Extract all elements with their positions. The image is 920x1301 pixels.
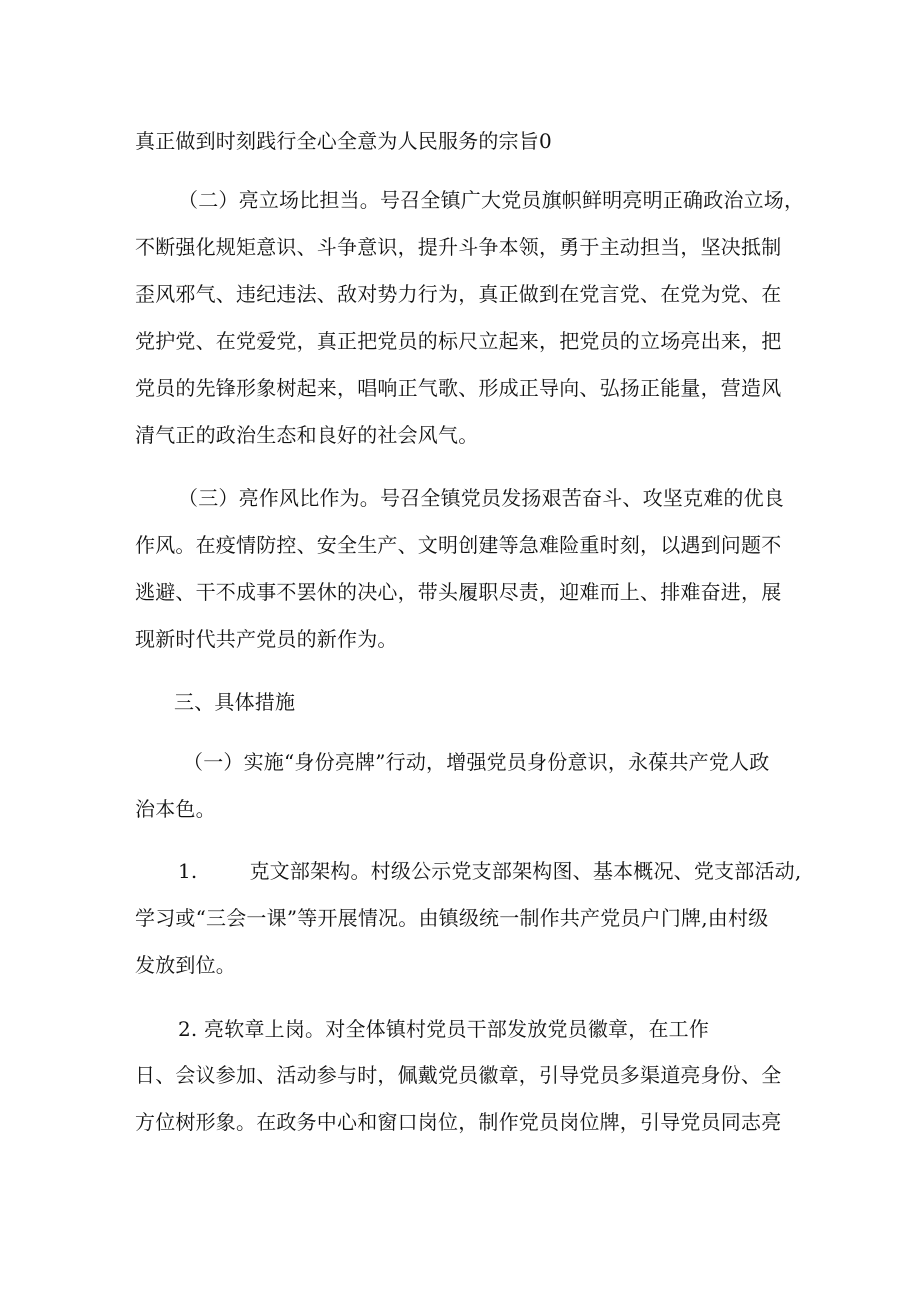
numbered-item-line: 2. 亮软章上岗。对全体镇村党员干部发放党员徽章，在工作 — [178, 1017, 710, 1041]
item-number: 1. — [178, 859, 198, 883]
text-line: 党护党、在党爱党，真正把党员的标尺立起来，把党员的立场亮出来，把 — [135, 329, 782, 353]
text-line: 逃避、干不成事不罢休的决心，带头履职尽责，迎难而上、排难奋进，展 — [135, 580, 782, 604]
text-line: 现新时代共产党员的新作为。 — [135, 627, 398, 651]
section-heading: 三、具体措施 — [174, 690, 296, 714]
numbered-item-line — [178, 858, 920, 884]
text-line: 发放到位。 — [135, 953, 236, 977]
item-text: 克文部架构。村级公示党支部架构图、基本概况、党支部活动, — [249, 859, 802, 883]
paragraph-heading-line: （二）亮立场比担当。号召全镇广大党员旗帜鲜明亮明正确政治立场， — [178, 188, 805, 212]
text-line: 歪风邪气、违纪违法、敌对势力行为，真正做到在党言党、在党为党、在 — [135, 282, 782, 306]
text-line: 作风。在疫情防控、安全生产、文明创建等急难险重时刻，以遇到问题不 — [135, 533, 782, 557]
text-line: 日、会议参加、活动参与时，佩戴党员徽章，引导党员多渠道亮身份、全 — [135, 1063, 782, 1087]
text-line: 真正做到时刻践行全心全意为人民服务的宗旨0 — [135, 129, 552, 153]
paragraph-heading-line: （三）亮作风比作为。号召全镇党员发扬艰苦奋斗、攻坚克难的优良 — [178, 486, 784, 510]
paragraph-heading-line: （一）实施“身份亮牌”行动，增强党员身份意识，永葆共产党人政 — [183, 750, 770, 774]
text-line: 不断强化规矩意识、斗争意识，提升斗争本领，勇于主动担当，坚决抵制 — [135, 235, 782, 259]
text-line: 清气正的政治生态和良好的社会风气。 — [135, 423, 479, 447]
text-line: 党员的先锋形象树起来，唱响正气歌、形成正导向、弘扬正能量，营造风 — [135, 376, 782, 400]
text-line: 学习或“三会一课”等开展情况。由镇级统一制作共产党员户门牌,由村级 — [135, 906, 769, 930]
text-line: 方位树形象。在政务中心和窗口岗位，制作党员岗位牌，引导党员同志亮 — [135, 1110, 782, 1134]
text-line: 治本色。 — [135, 797, 216, 821]
